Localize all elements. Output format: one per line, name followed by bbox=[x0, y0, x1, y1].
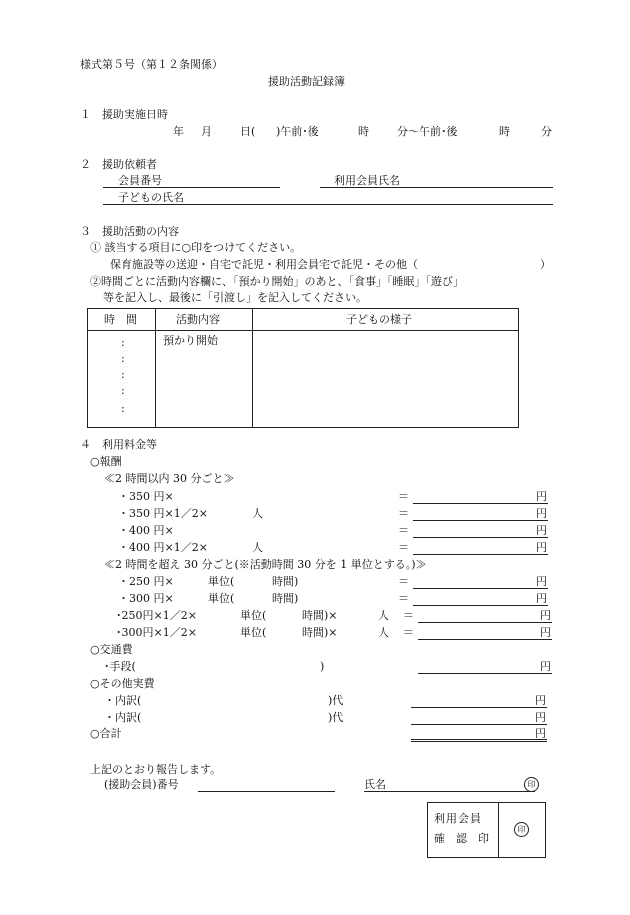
date-day-open: 日( bbox=[240, 125, 256, 138]
equals-sign: ＝ bbox=[398, 592, 409, 605]
table-time-cell[interactable]: : bbox=[121, 402, 125, 415]
member-number-label: 会員番号 bbox=[118, 174, 162, 187]
fee-row-label: ・400 円×1／2× bbox=[118, 541, 208, 554]
seal-mark: 印 bbox=[524, 777, 539, 792]
helper-name-label: 氏名 bbox=[364, 778, 386, 791]
hours-label: 時間)× bbox=[302, 626, 338, 639]
table-header-child: 子どもの様子 bbox=[346, 313, 412, 326]
yen-label: 円 bbox=[535, 711, 546, 724]
means-open: ･手段( bbox=[104, 660, 136, 673]
equals-sign: ＝ bbox=[398, 507, 409, 520]
amount-field[interactable] bbox=[413, 588, 548, 589]
amount-field[interactable] bbox=[418, 622, 552, 623]
amount-field[interactable] bbox=[413, 520, 548, 521]
yen-label: 円 bbox=[535, 727, 546, 740]
yen-label: 円 bbox=[540, 609, 551, 622]
end-minute-label: 分 bbox=[541, 125, 552, 138]
yen-label: 円 bbox=[536, 490, 547, 503]
helper-number-field[interactable] bbox=[198, 791, 335, 792]
table-time-cell[interactable]: : bbox=[121, 336, 125, 349]
total-label: ○合計 bbox=[90, 727, 122, 740]
other-expenses-heading: ○その他実費 bbox=[90, 677, 155, 690]
child-name-field[interactable] bbox=[103, 204, 553, 205]
note2-line1: ②時間ごとに活動内容欄に、「預かり開始」のあと、「食事」「睡眠」「遊び」 bbox=[90, 275, 464, 288]
start-hour-label: 時 bbox=[358, 125, 369, 138]
fee-heading: ○報酬 bbox=[90, 455, 122, 468]
breakdown-close: )代 bbox=[328, 711, 344, 724]
section3-heading: ３ 援助活動の内容 bbox=[80, 225, 179, 238]
unit-label: 単位( bbox=[240, 609, 267, 622]
yen-label: 円 bbox=[540, 626, 551, 639]
fee-row-label: ・250 円× bbox=[118, 575, 174, 588]
table-time-cell[interactable]: : bbox=[121, 352, 125, 365]
note1-options: 保育施設等の送迎・自宅で託児・利用会員宅で託児・その他（ bbox=[110, 258, 418, 271]
table-time-cell[interactable]: : bbox=[121, 368, 125, 381]
note2-line2: 等を記入し、最後に「引渡し」を記入してください。 bbox=[103, 291, 367, 304]
fee-row-label: ･250円×1／2× bbox=[116, 609, 197, 622]
member-number-field[interactable] bbox=[103, 187, 280, 188]
yen-label: 円 bbox=[536, 575, 547, 588]
amount-field[interactable] bbox=[413, 537, 548, 538]
within-2h-heading: ≪2 時間以内 30 分ごと≫ bbox=[104, 472, 235, 485]
hours-label: 時間) bbox=[272, 575, 299, 588]
table-col-divider-2 bbox=[252, 308, 253, 428]
fee-row-label: ･300円×1／2× bbox=[116, 626, 197, 639]
report-statement: 上記のとおり報告します。 bbox=[90, 763, 222, 776]
amount-field[interactable] bbox=[418, 639, 552, 640]
section2-heading: ２ 援助依頼者 bbox=[80, 158, 157, 171]
amount-field[interactable] bbox=[413, 503, 548, 504]
expense-amount-field[interactable] bbox=[411, 724, 547, 725]
expense-amount-field[interactable] bbox=[411, 707, 547, 708]
note1: ① 該当する項目に○印をつけてください。 bbox=[90, 241, 302, 254]
yen-label: 円 bbox=[535, 694, 546, 707]
amount-field[interactable] bbox=[413, 605, 548, 606]
section4-heading: ４ 利用料金等 bbox=[80, 438, 157, 451]
child-name-label: 子どもの氏名 bbox=[118, 191, 184, 204]
breakdown-close: )代 bbox=[328, 694, 344, 707]
total-amount-field[interactable] bbox=[411, 739, 547, 742]
end-hour-label: 時 bbox=[499, 125, 510, 138]
equals-sign: ＝ bbox=[398, 541, 409, 554]
transport-amount-field[interactable] bbox=[418, 673, 552, 674]
table-activity-cell[interactable]: 預かり開始 bbox=[163, 334, 218, 347]
form-number: 様式第５号（第１２条関係） bbox=[80, 58, 223, 71]
confirmation-divider bbox=[498, 802, 499, 858]
hours-label: 時間) bbox=[272, 592, 299, 605]
table-col-divider-1 bbox=[155, 308, 156, 428]
date-year-label: 年 bbox=[173, 125, 184, 138]
helper-name-field[interactable] bbox=[364, 791, 535, 792]
confirmation-seal[interactable]: 印 bbox=[514, 822, 529, 837]
table-header-divider bbox=[87, 330, 519, 331]
person-label: 人 bbox=[378, 626, 389, 639]
note1-options-close: ） bbox=[540, 258, 551, 271]
confirm-label-line2: 確 認 印 bbox=[434, 832, 489, 845]
amount-field[interactable] bbox=[413, 554, 548, 555]
activity-table bbox=[87, 308, 519, 428]
date-month-label: 月 bbox=[201, 125, 212, 138]
table-time-cell[interactable]: : bbox=[121, 384, 125, 397]
equals-sign: ＝ bbox=[398, 490, 409, 503]
yen-label: 円 bbox=[536, 541, 547, 554]
transport-heading: ○交通費 bbox=[90, 643, 133, 656]
section1-heading: １ 援助実施日時 bbox=[80, 108, 168, 121]
table-header-time: 時 間 bbox=[104, 313, 137, 326]
person-label: 人 bbox=[252, 541, 263, 554]
fee-row-label: ・350 円× bbox=[118, 490, 174, 503]
equals-sign: ＝ bbox=[398, 524, 409, 537]
fee-row-label: ・350 円×1／2× bbox=[118, 507, 208, 520]
helper-number-label: (援助会員)番号 bbox=[104, 778, 179, 791]
equals-sign: ＝ bbox=[403, 626, 414, 639]
fee-row-label: ・300 円× bbox=[118, 592, 174, 605]
confirm-label-line1: 利用会員 bbox=[434, 812, 482, 825]
table-header-activity: 活動内容 bbox=[176, 313, 220, 326]
page-title: 援助活動記録簿 bbox=[268, 75, 345, 88]
yen-label: 円 bbox=[536, 524, 547, 537]
yen-label: 円 bbox=[536, 592, 547, 605]
yen-label: 円 bbox=[540, 660, 551, 673]
fee-row-label: ・400 円× bbox=[118, 524, 174, 537]
yen-label: 円 bbox=[536, 507, 547, 520]
member-name-field[interactable] bbox=[320, 187, 553, 188]
unit-label: 単位( bbox=[240, 626, 267, 639]
person-label: 人 bbox=[378, 609, 389, 622]
breakdown-open: ・内訳( bbox=[104, 711, 142, 724]
equals-sign: ＝ bbox=[398, 575, 409, 588]
date-ampm-label: )午前･後 bbox=[276, 125, 319, 138]
means-close: ) bbox=[320, 660, 325, 673]
person-label: 人 bbox=[252, 507, 263, 520]
equals-sign: ＝ bbox=[403, 609, 414, 622]
member-name-label: 利用会員氏名 bbox=[334, 174, 400, 187]
end-ampm-label: 分～午前･後 bbox=[397, 125, 458, 138]
hours-label: 時間)× bbox=[302, 609, 338, 622]
unit-label: 単位( bbox=[208, 575, 235, 588]
unit-label: 単位( bbox=[208, 592, 235, 605]
breakdown-open: ・内訳( bbox=[104, 694, 142, 707]
over-2h-heading: ≪2 時間を超え 30 分ごと(※活動時間 30 分を 1 単位とする。)≫ bbox=[104, 558, 427, 571]
